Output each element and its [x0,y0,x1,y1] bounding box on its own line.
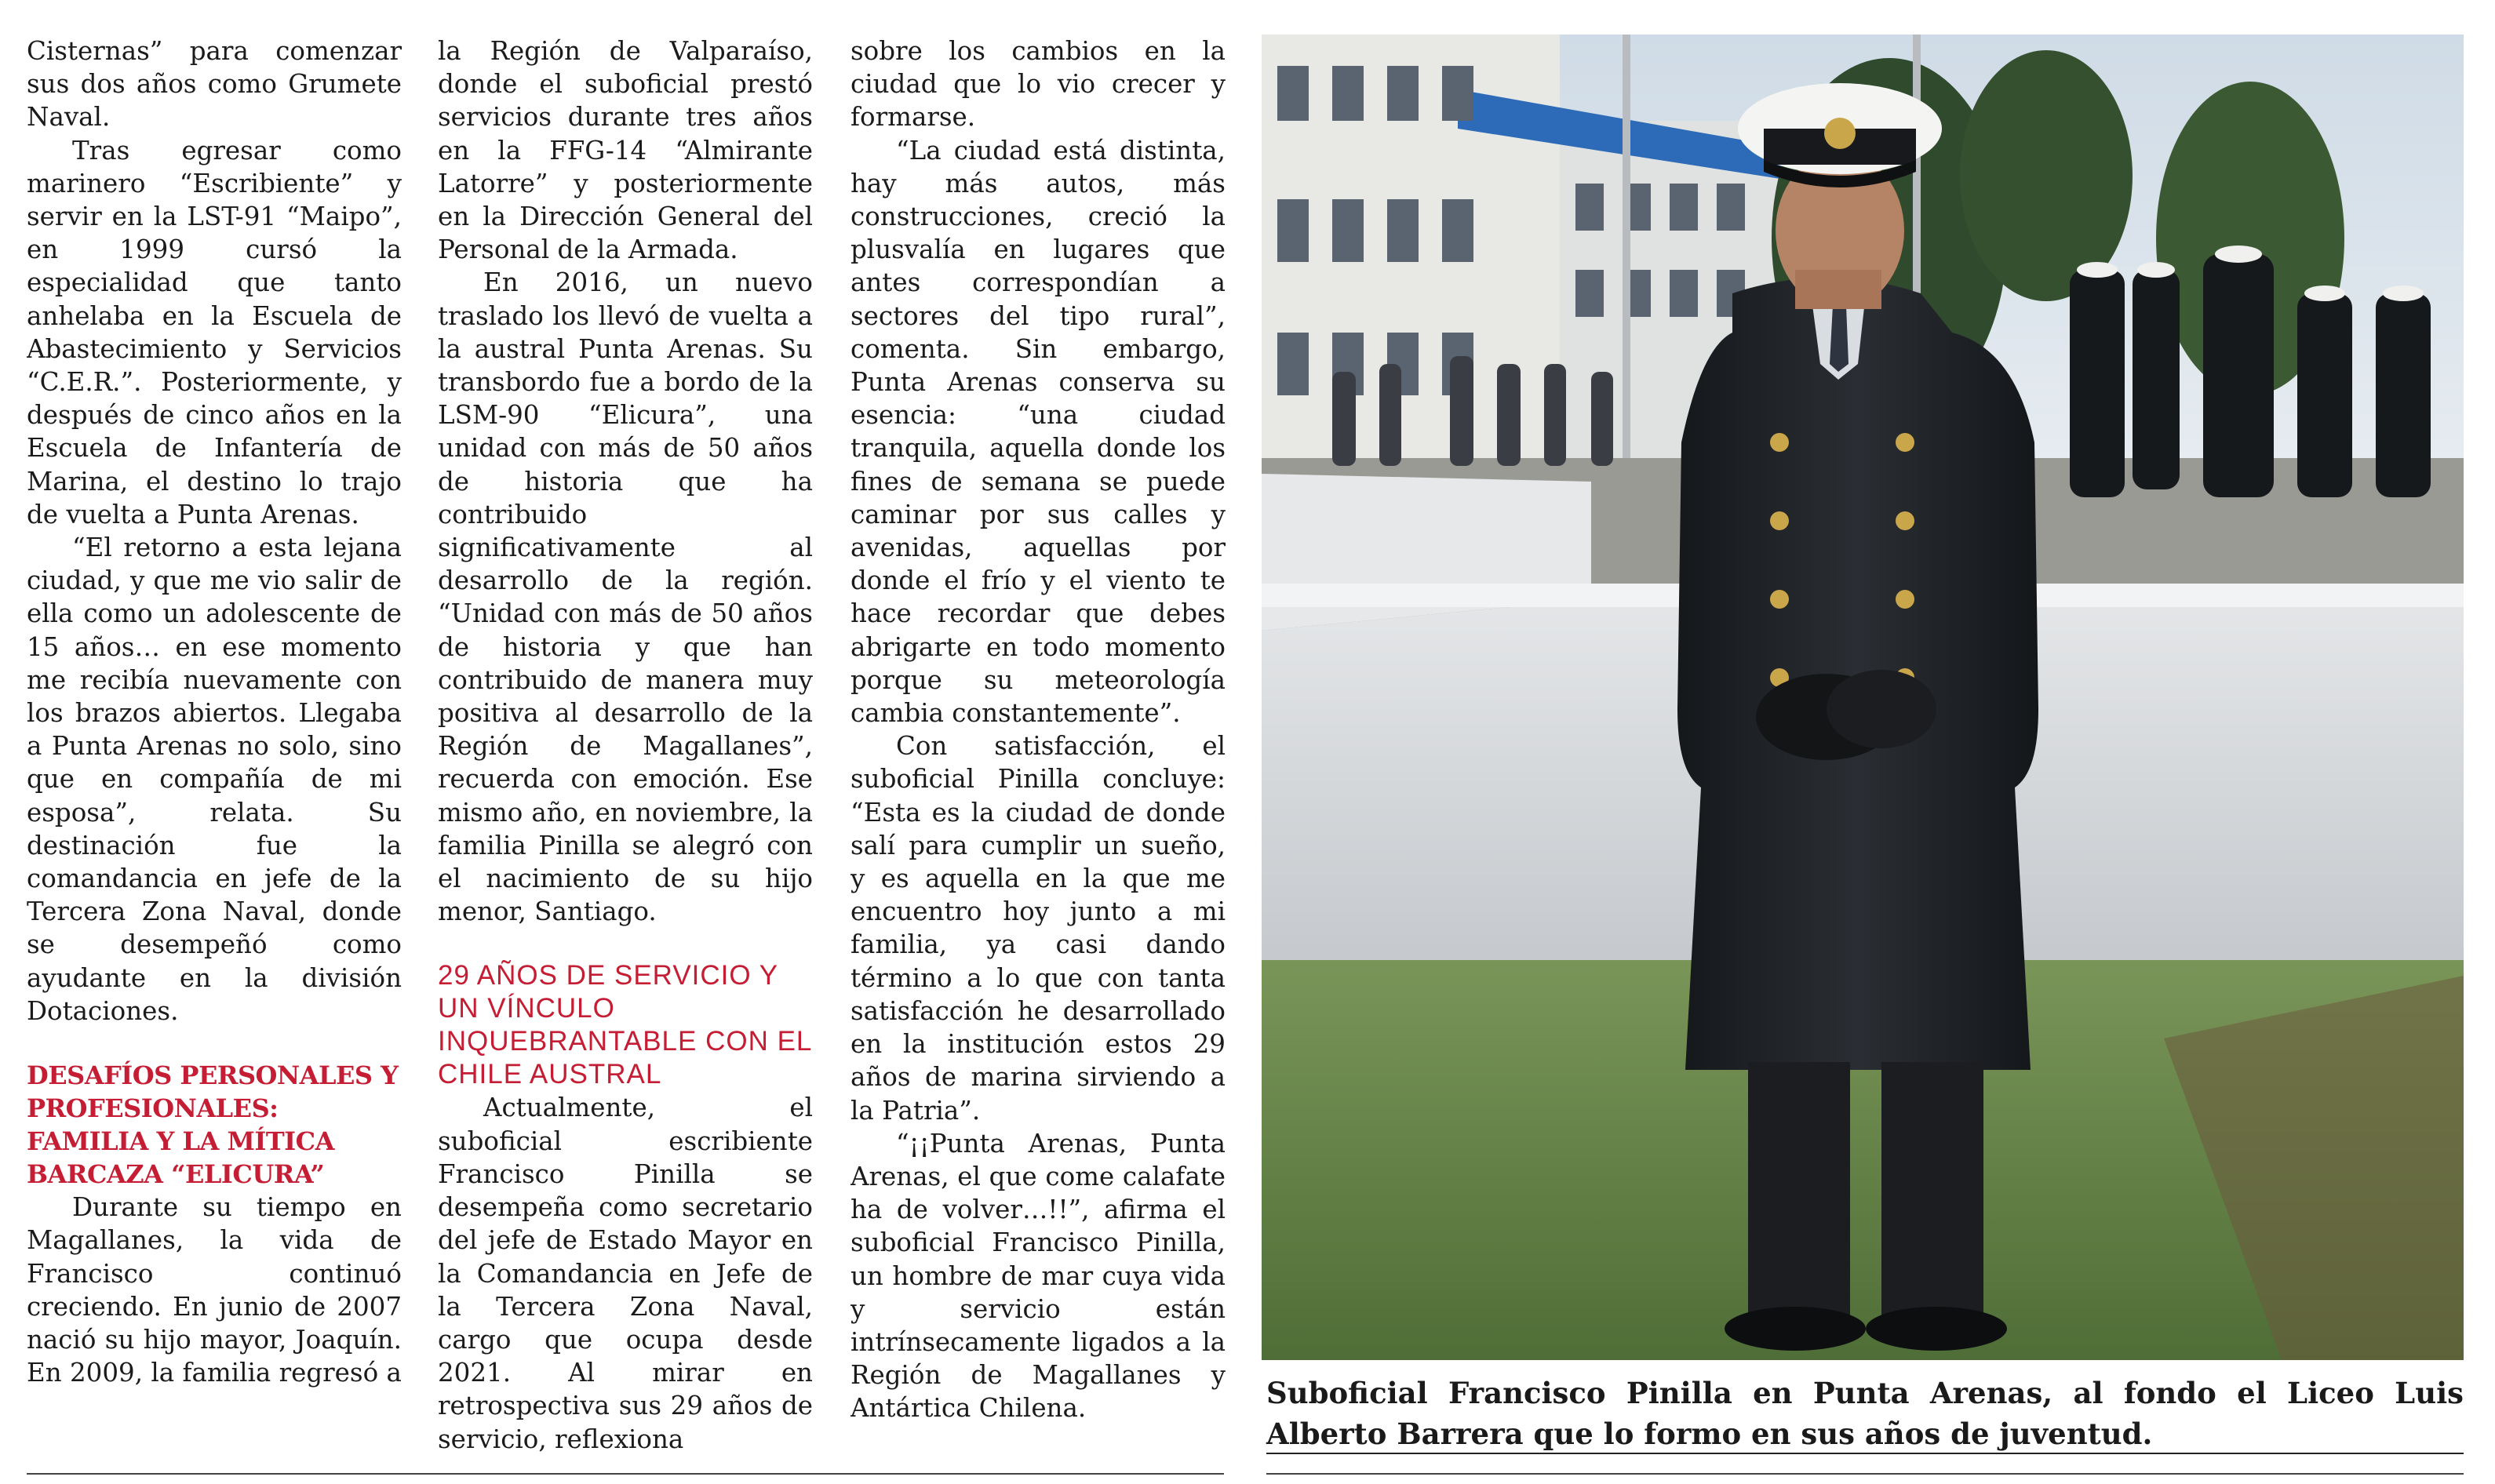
column-bottom-rule [27,1473,1224,1475]
paragraph: la Región de Valparaíso, donde el suboficial prestó servicios durante tres años en la FFG-14 “Almirante Latorre” y posteriormente en la Dirección General del Personal de la Armada. [438,36,813,265]
officer-photo [1262,35,2464,1360]
paragraph: “¡¡Punta Arenas, Punta Arenas, el que come calafate ha de volver…!!”, afirma el suboficial Francisco Pinilla, un hombre de mar cuya vida y servicio están intrínsecamente ligados a la Región de Magallanes y Antártica Chilena. [850,1128,1226,1424]
paragraph: En 2016, un nuevo traslado los llevó de vuelta a la austral Punta Arenas. Su transbordo fue a bordo de la LSM-90 “Elicura”, una unidad con más de 50 años de historia que ha contribuido significativamente al desarrollo de la región. “Unidad con más de 50 años de historia y que han contribuido de manera muy positiva al desarrollo de la Región de Magallanes”, recuerda con emoción. Ese mismo año, en noviembre, la familia Pinilla se alegró con el nacimiento de su hijo menor, Santiago. [438,267,813,927]
section-heading: DESAFÍOS PERSONALES Y PROFESIONALES: FAMILIA Y LA MÍTICA BARCAZA “ELICURA” [27,1060,399,1190]
paragraph: Con satisfacción, el suboficial Pinilla concluye: “Esta es la ciudad de donde salí para cumplir un sueño, y es aquella en la que me encuentro hoy junto a mi familia, ya casi dando término a lo que con tanta satisfacción he desarrollado en la institución estos 29 años de marina sirviendo a la Patria”. [850,731,1226,1126]
article-column-1 [27,35,402,1462]
photo-bottom-rule [1266,1473,2464,1475]
paragraph: Actualmente, el suboficial escribiente Francisco Pinilla se desempeña como secretario del jefe de Estado Mayor en la Comandancia en Jefe de la Tercera Zona Naval, cargo que ocupa desde 2021. Al mirar en retrospectiva sus 29 años de servicio, reflexiona [438,1093,813,1454]
section-heading: 29 AÑOS DE SERVICIO Y UN VÍNCULO INQUEBRANTABLE CON EL CHILE AUSTRAL [438,960,812,1090]
photo-caption: Suboficial Francisco Pinilla en Punta Arenas, al fondo el Liceo Luis Alberto Barrera que lo formo en sus años de juventud. [1266,1376,2464,1451]
paragraph: Tras egresar como marinero “Escribiente” y servir en la LST-91 “Maipo”, en 1999 cursó la especialidad que tanto anhelaba en la Escuela de Abastecimiento y Servicios “C.E.R.”. Posteriormente, y después de cinco años en la Escuela de Infantería de Marina, el destino lo trajo de vuelta a Punta Arenas. [27,135,402,529]
article-column-2 [438,35,813,1462]
caption-bottom-rule [1266,1453,2464,1454]
paragraph: “El retorno a esta lejana ciudad, y que me vio salir de ella como un adolescente de 15 años… en ese momento me recibía nuevamente con los brazos abiertos. Llegaba a Punta Arenas no solo, sino que en compañía de mi esposa”, relata. Su destinación fue la comandancia en jefe de la Tercera Zona Naval, donde se desempeñó como ayudante en la división Dotaciones. [27,533,402,1026]
paragraph: “La ciudad está distinta, hay más autos, más construcciones, creció la plusvalía en lugares que antes correspondían a sectores del tipo rural”, comenta. Sin embargo, Punta Arenas conserva su esencia: “una ciudad tranquila, aquella donde los fines de semana se puede caminar por sus calles y avenidas, aquellas por donde el frío y el viento te hace recordar que debes abrigarte en todo momento porque su meteorología cambia constantemente”. [850,135,1226,729]
article-column-3 [850,35,1226,1462]
paragraph: Durante su tiempo en Magallanes, la vida de Francisco continuó creciendo. En junio de 2007 nació su hijo mayor, Joaquín. En 2009, la familia regresó a [27,1192,402,1388]
paragraph: Cisternas” para comenzar sus dos años como Grumete Naval. [27,36,402,133]
paragraph: sobre los cambios en la ciudad que lo vio crecer y formarse. [850,36,1226,133]
